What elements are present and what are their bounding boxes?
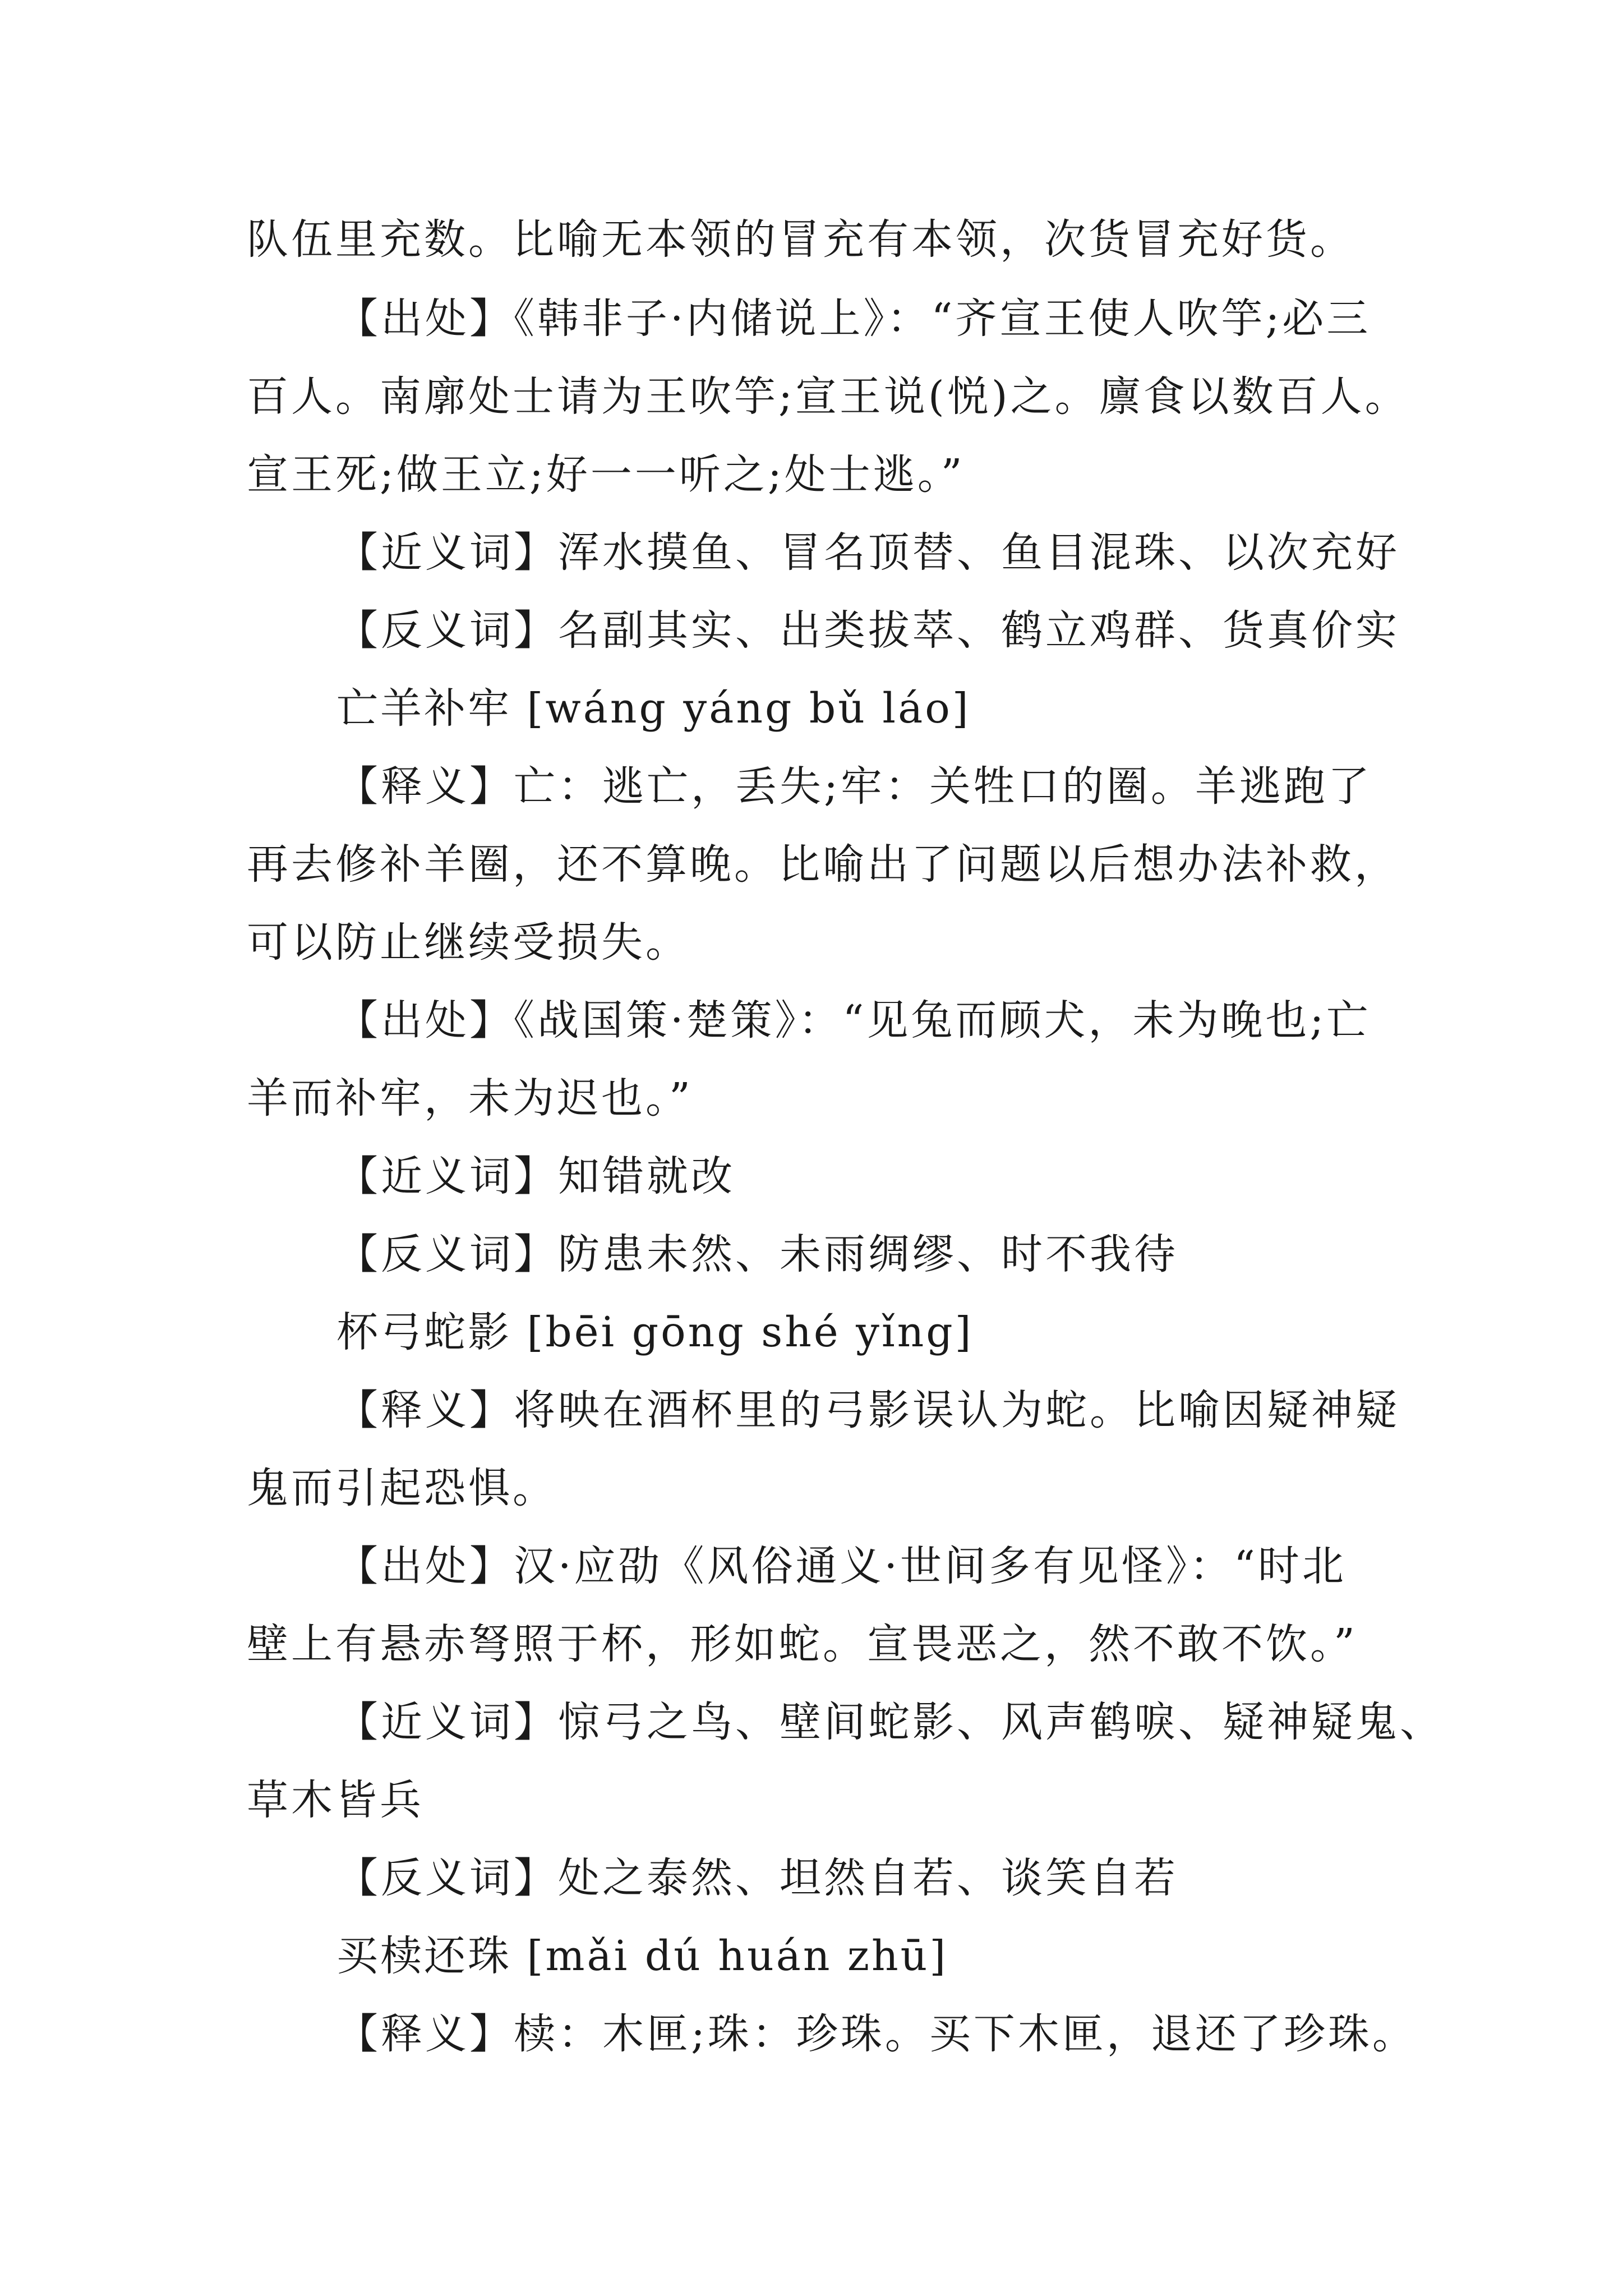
text-line-16: 【释义】将映在酒杯里的弓影误认为蛇。比喻因疑神疑	[336, 1386, 1400, 1434]
idiom-heading-wang-yang-bu-lao: 亡羊补牢 [wáng yáng bǔ láo]	[336, 684, 971, 733]
text-line-13: 【近义词】知错就改	[336, 1152, 735, 1200]
text-line-11: 【出处】《战国策·楚策》：“见兔而顾犬，未为晚也;亡	[336, 996, 1371, 1045]
idiom-heading-mai-du-huan-zhu: 买椟还珠 [mǎi dú huán zhū]	[336, 1932, 948, 1980]
text-line-19: 壁上有悬赤弩照于杯，形如蛇。宣畏恶之，然不敢不饮。”	[247, 1620, 1358, 1668]
text-line-22: 【反义词】处之泰然、坦然自若、谈笑自若	[336, 1854, 1178, 1902]
text-line-20: 【近义词】惊弓之鸟、壁间蛇影、风声鹤唳、疑神疑鬼、	[336, 1698, 1444, 1746]
idiom-heading-bei-gong-she-ying: 杯弓蛇影 [bēi gōng shé yǐng]	[336, 1308, 974, 1356]
text-line-6: 【反义词】名副其实、出类拔萃、鹤立鸡群、货真价实	[336, 606, 1400, 655]
text-line-5: 【近义词】浑水摸鱼、冒名顶替、鱼目混珠、以次充好	[336, 528, 1400, 577]
text-line-9: 再去修补羊圈，还不算晚。比喻出了问题以后想办法补救，	[247, 840, 1399, 889]
text-line-24: 【释义】椟：木匣;珠：珍珠。买下木匣，退还了珍珠。	[336, 2010, 1417, 2058]
text-line-21: 草木皆兵	[247, 1776, 424, 1824]
text-line-2: 【出处】《韩非子·内储说上》：“齐宣王使人吹竽;必三	[336, 295, 1371, 343]
text-line-3: 百人。南廓处士请为王吹竽;宣王说(悦)之。廪食以数百人。	[247, 372, 1409, 421]
text-line-18: 【出处】汉·应劭《风俗通义·世间多有见怪》：“时北	[336, 1542, 1347, 1590]
text-line-14: 【反义词】防患未然、未雨绸缪、时不我待	[336, 1230, 1178, 1278]
text-line-1: 队伍里充数。比喻无本领的冒充有本领，次货冒充好货。	[247, 215, 1354, 264]
text-line-8: 【释义】亡：逃亡，丢失;牢：关牲口的圈。羊逃跑了	[336, 762, 1372, 811]
text-line-4: 宣王死;做王立;好一一听之;处士逃。”	[247, 450, 965, 499]
text-line-10: 可以防止继续受损失。	[247, 918, 690, 967]
text-line-17: 鬼而引起恐惧。	[247, 1464, 557, 1512]
text-line-12: 羊而补牢，未为迟也。”	[247, 1074, 693, 1122]
